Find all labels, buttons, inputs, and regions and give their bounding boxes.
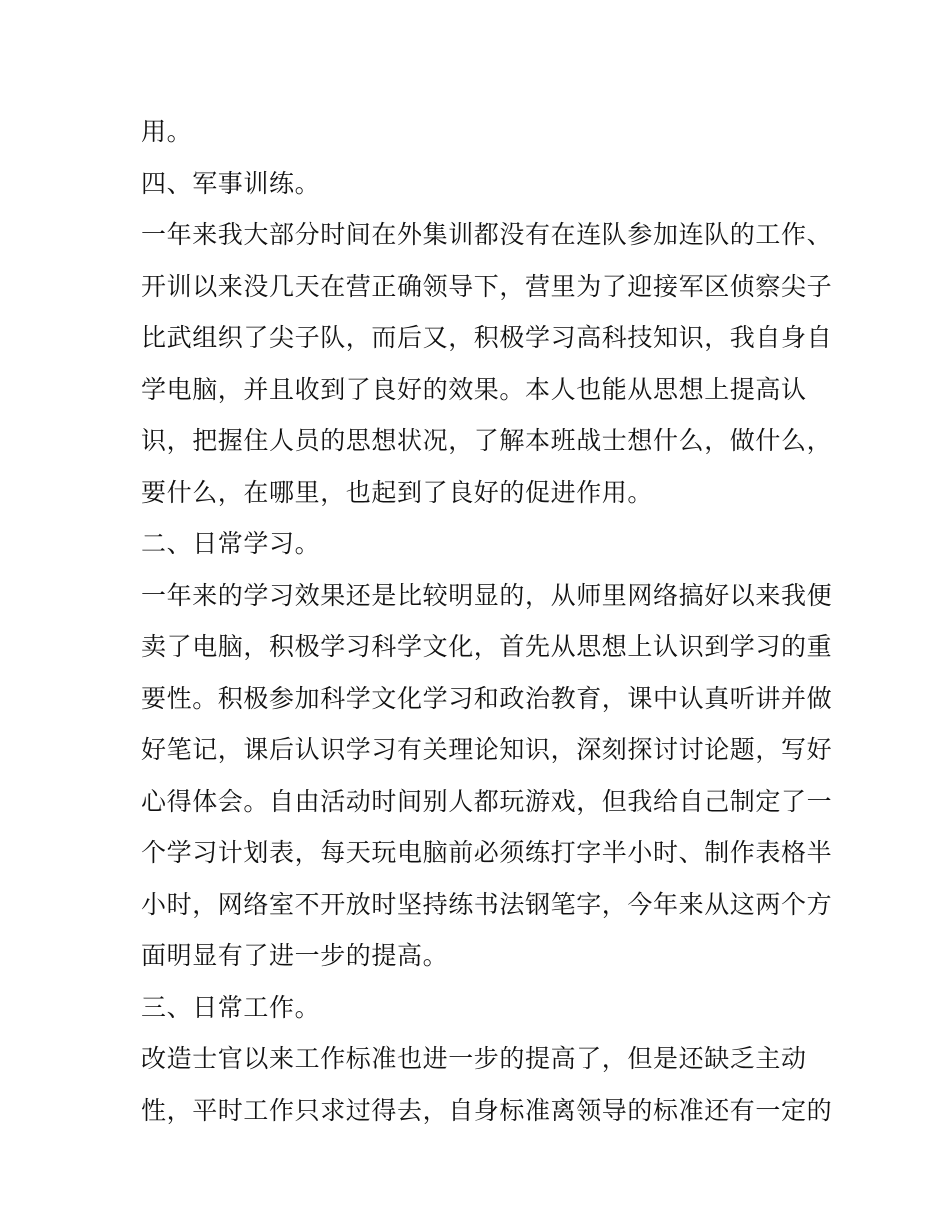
document-body [141, 106, 833, 1136]
paragraph-line: 个学习计划表，每天玩电脑前必须练打字半小时、制作表格半 [141, 838, 833, 867]
paragraph-line: 要性。积极参加科学文化学习和政治教育，课中认真听讲并做 [141, 683, 833, 713]
paragraph-line: 改造士官以来工作标准也进一步的提高了，但是还缺乏主动 [141, 1044, 807, 1073]
paragraph-line: 性，平时工作只求过得去，自身标准离领导的标准还有一定的 [141, 1095, 833, 1125]
paragraph-line: 小时，网络室不开放时坚持练书法钢笔字，今年来从这两个方 [141, 889, 833, 919]
paragraph-line: 要什么，在哪里，也起到了良好的促进作用。 [141, 477, 654, 507]
paragraph-line: 一年来我大部分时间在外集训都没有在连队参加连队的工作、 [141, 220, 833, 249]
paragraph-line: 好笔记，课后认识学习有关理论知识，深刻探讨讨论题，写好 [141, 735, 833, 764]
paragraph-line: 学电脑，并且收到了良好的效果。本人也能从思想上提高认 [141, 374, 807, 404]
paragraph-line: 面明显有了进一步的提高。 [141, 941, 449, 970]
paragraph-line: 心得体会。自由活动时间别人都玩游戏，但我给自己制定了一 [141, 786, 833, 816]
paragraph-line: 一年来的学习效果还是比较明显的，从师里网络搞好以来我便 [141, 580, 833, 610]
paragraph-line: 识，把握住人员的思想状况，了解本班战士想什么，做什么， [141, 426, 833, 455]
paragraph-line: 比武组织了尖子队，而后又，积极学习高科技知识，我自身自 [141, 323, 833, 352]
paragraph-line: 用。 [141, 117, 193, 146]
section-heading-military-training: 四、军事训练。 [141, 168, 321, 198]
paragraph-line: 卖了电脑，积极学习科学文化，首先从思想上认识到学习的重 [141, 632, 833, 661]
paragraph-line: 开训以来没几天在营正确领导下，营里为了迎接军区侦察尖子 [141, 271, 833, 301]
section-heading-daily-study: 二、日常学习。 [141, 529, 321, 558]
section-heading-daily-work: 三、日常工作。 [141, 992, 321, 1022]
